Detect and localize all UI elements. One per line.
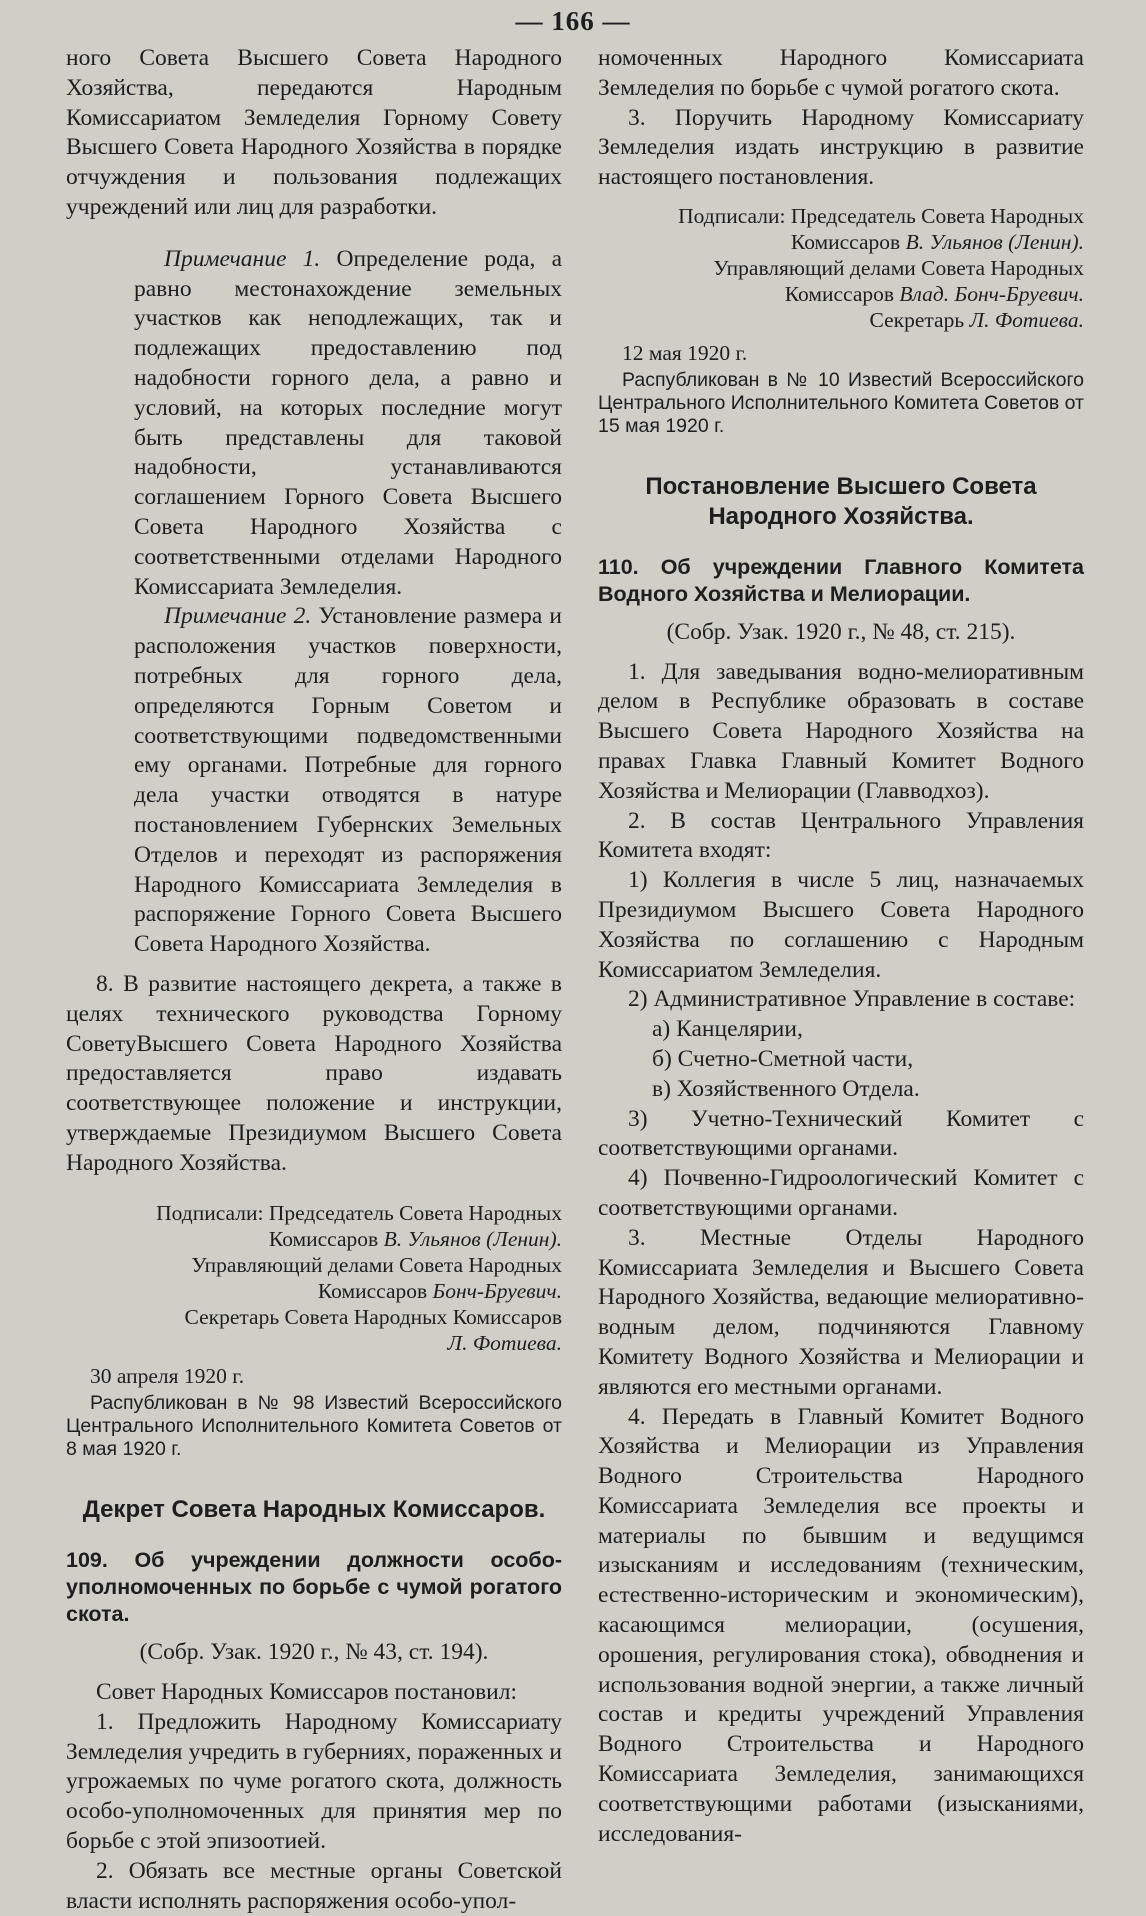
- paragraph-intro: ного Совета Высшего Совета Народного Хозяйства, передаются Народным Комиссариатом Земледелия Горному Совету Высшего Совета Народного Хозяйства в порядке отчуждения и пользования подлежащих учреждений или лиц для разработки.: [66, 45, 562, 220]
- paragraph-110-2-1: 1) Коллегия в числе 5 лиц, назначаемых Президиумом Высшего Совета Народного Хозяйства по соглашению с Народным Комиссариатом Земледелия.: [598, 867, 1084, 983]
- sub-item-b: б) Счетно-Сметной части,: [652, 1045, 914, 1072]
- page-number: — 166 —: [515, 6, 631, 36]
- paragraph-110-2-2: 2) Административное Управление в составе:: [628, 986, 1076, 1013]
- paragraph-110-2-3: 3) Учетно-Технический Комитет с соответствующими органами.: [598, 1105, 1084, 1162]
- signature-line: Комиссаров Влад. Бонч-Бруевич.: [784, 281, 1084, 306]
- heading-resolution: Постановление Высшего Совета Народного Хозяйства.: [645, 472, 1037, 530]
- signature-line: Комиссаров Бонч-Бруевич.: [317, 1279, 562, 1304]
- paragraph-continuation: номоченных Народного Комиссариата Земледелия по борьбе с чумой рогатого скота.: [598, 45, 1084, 101]
- sub-item-c: в) Хозяйственного Отдела.: [652, 1075, 920, 1102]
- signature-line: Подписали: Председатель Совета Народных: [156, 1201, 562, 1226]
- note-2-text: Установление размера и расположения участков поверхности, потребных для горного дела, определяются Горным Советом и соответствующими подведомственными ему органами. Потребные для горного дела участки отводятся в натуре постановлением Губернских Земельных Отделов и переходят из распоряжения Народного Комиссариата Земледелия в распоряжение Горного Совета Высшего Совета Народного Хозяйства.: [134, 603, 563, 958]
- note-2: [134, 602, 562, 960]
- paragraph-110-4: 4. Передать в Главный Комитет Водного Хозяйства и Мелиорации из Управления Водного Строительства Народного Комиссариата Земледелия все проекты и материалы по бывшим и ведущимся изысканиям и исследованиям (техническим, естественно-историческим и экономическим), касающимся мелиорации, (осушения, орошения, регулирования стока), обводнения и использования водной энергии, а также личный состав и кредиты учреждений Управления Водного Строительства и Народного Комиссариата Земледелия, занимающихся соответствующими работами (изысканиями, исследования-: [598, 1403, 1084, 1847]
- paragraph-110-3: 3. Местные Отделы Народного Комиссариата Земледелия и Высшего Совета Народного Хозяйства, ведающие мелиоративно-водным делом, подчиняются Главному Комитету Водного Хозяйства и Мелиорации и являются его местными органами.: [598, 1224, 1084, 1400]
- signatures-2: [598, 203, 1084, 333]
- source-109: (Собр. Узак. 1920 г., № 43, ст. 194).: [139, 1639, 489, 1666]
- signature-line: Управляющий делами Совета Народных: [713, 255, 1084, 280]
- note-1-label: Примечание 1.: [164, 245, 321, 272]
- signature-line: Комиссаров В. Ульянов (Ленин).: [790, 229, 1084, 254]
- signature-line: Л. Фотиева.: [447, 1331, 562, 1356]
- paragraph-110-2-4: 4) Почвенно-Гидроологический Комитет с соответствующими органами.: [598, 1165, 1084, 1221]
- heading-decree: Декрет Совета Народных Комиссаров.: [82, 1496, 546, 1524]
- signature-line: Секретарь Л. Фотиева.: [869, 307, 1084, 332]
- paragraph-109-2: 2. Обязать все местные органы Советской власти исполнять распоряжения особо-упол-: [66, 1857, 562, 1914]
- signature-line: Подписали: Председатель Совета Народных: [678, 203, 1084, 228]
- publication-note-1: Распубликован в № 98 Известий Всероссийского Центрального Исполнительного Комитета Советов от 8 мая 1920 г.: [66, 1392, 562, 1461]
- signatures-1: [66, 1200, 562, 1356]
- date-2: 12 мая 1920 г.: [622, 340, 748, 365]
- subheading-109: 109. Об учреждении должности особо-уполномоченных по борьбе с чумой рогатого скота.: [66, 1548, 562, 1627]
- note-1: [134, 245, 562, 603]
- paragraph-110-2: 2. В состав Центрального Управления Комитета входят:: [598, 807, 1084, 864]
- note-1-text: Определение рода, а равно местонахождение земельных участков как неподлежащих, так и подлежащих предоставлению под надобности горного дела, а равно и условий, на которых последние могут быть представлены для таковой надобности, устанавливаются соглашением Горного Совета Высшего Совета Народного Хозяйства с соответственными отделами Народного Комиссариата Земледелия.: [134, 245, 563, 600]
- signature-line: Управляющий делами Совета Народных: [191, 1253, 562, 1278]
- publication-note-2: Распубликован в № 10 Известий Всероссийского Центрального Исполнительного Комитета Советов от 15 мая 1920 г.: [598, 368, 1084, 437]
- paragraph-8: 8. В развитие настоящего декрета, а также в целях технического руководства Горному СоветуВысшего Совета Народного Хозяйства предоставляется право издавать соответствующее положение и инструкции, утверждаемые Президиумом Высшего Совета Народного Хозяйства.: [66, 970, 562, 1176]
- paragraph-110-1: 1. Для заведывания водно-мелиоративным делом в Республике образовать в составе Высшего Совета Народного Хозяйства на правах Главка Главный Комитет Водного Хозяйства и Мелиорации (Главводхоз).: [598, 658, 1084, 804]
- signature-line: Секретарь Совета Народных Комиссаров: [184, 1305, 562, 1330]
- sub-item-a: а) Канцелярии,: [652, 1016, 803, 1043]
- paragraph-109-3: 3. Поручить Народному Комиссариату Земледелия издать инструкцию в развитие настоящего постановления.: [598, 104, 1084, 191]
- paragraph-council: Совет Народных Комиссаров постановил:: [96, 1679, 518, 1706]
- source-110: (Собр. Узак. 1920 г., № 48, ст. 215).: [666, 618, 1016, 645]
- subheading-110: 110. Об учреждении Главного Комитета Водного Хозяйства и Мелиорации.: [598, 554, 1084, 606]
- note-2-label: Примечание 2.: [164, 603, 312, 630]
- signature-line: Комиссаров В. Ульянов (Ленин).: [268, 1227, 562, 1252]
- paragraph-109-1: 1. Предложить Народному Комиссариату Земледелия учредить в губерниях, пораженных и угрожаемых по чуме рогатого скота, должность особо-уполномоченных для принятия мер по борьбе с этой эпизоотией.: [66, 1708, 562, 1855]
- left-column: [66, 44, 562, 1916]
- right-column: [598, 44, 1084, 1849]
- date-1: 30 апреля 1920 г.: [90, 1364, 245, 1389]
